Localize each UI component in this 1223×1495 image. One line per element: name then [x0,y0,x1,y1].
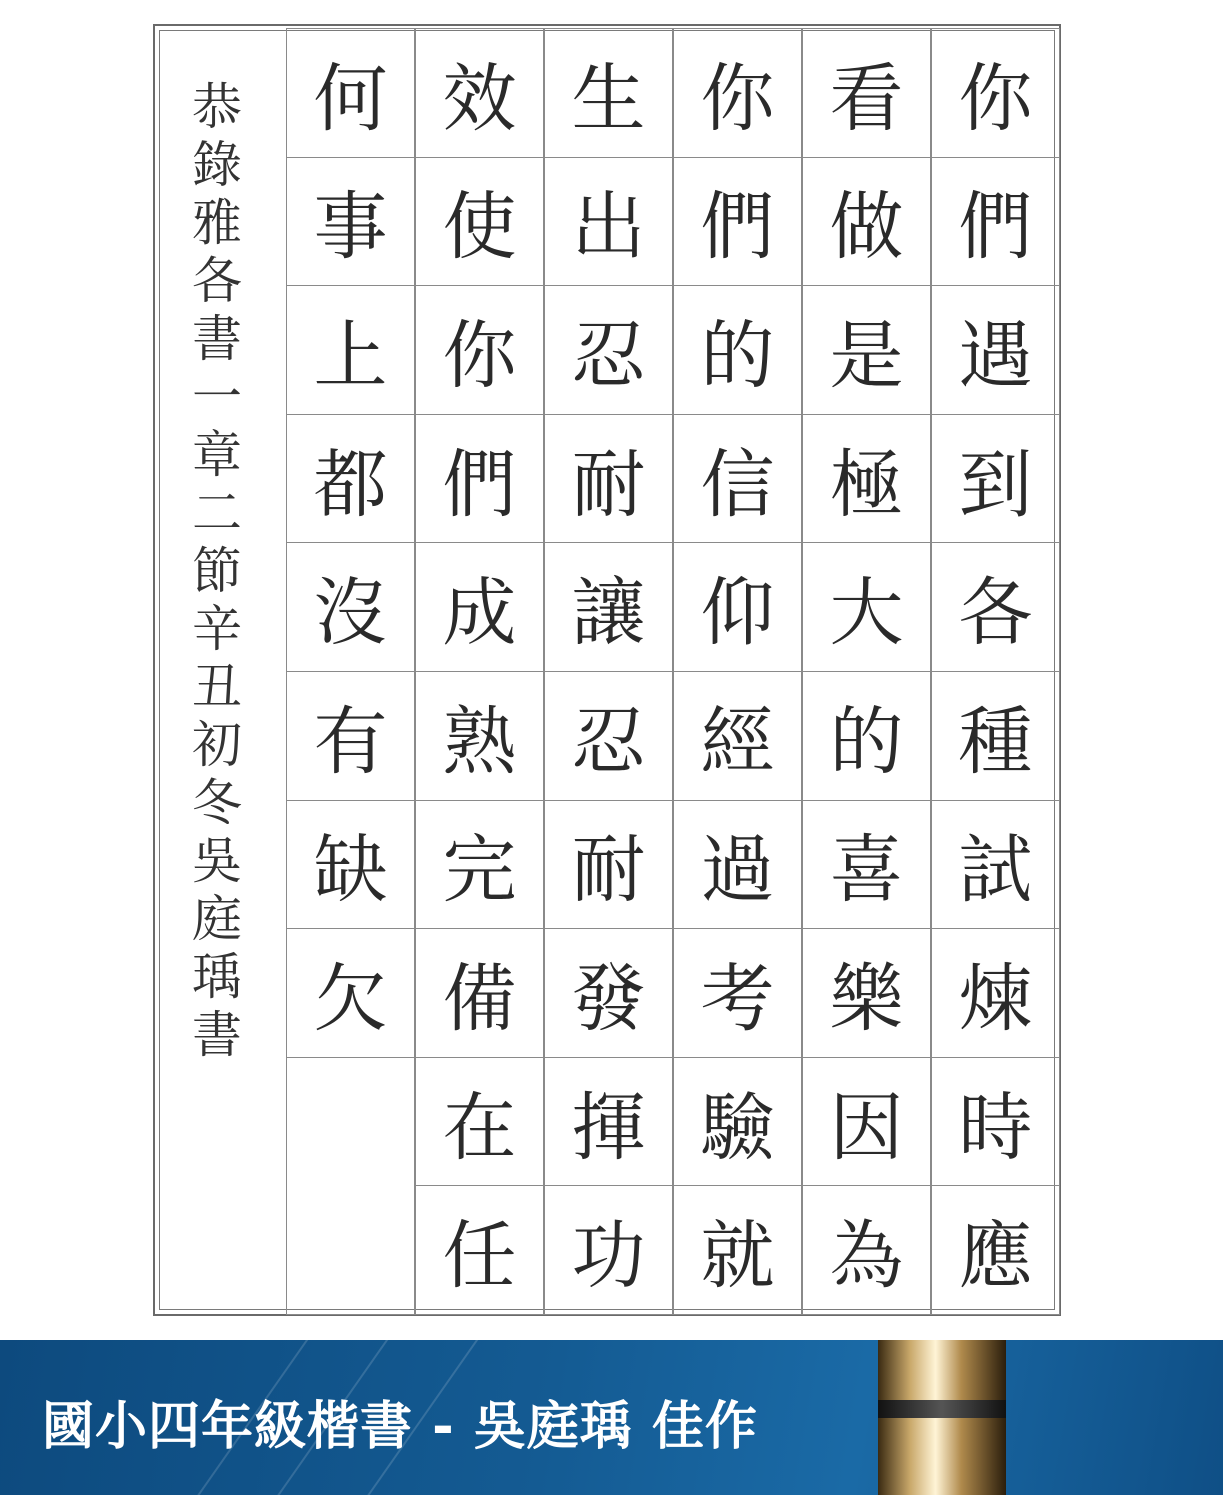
signature-char: 初 [192,716,242,774]
grid-cell: 大 [802,542,931,672]
signature-char: 章 [192,426,242,484]
grid-cell: 任 [415,1185,544,1315]
grid-cell: 沒 [286,542,415,672]
grid-cell: 使 [415,157,544,287]
signature-char: 一 [192,368,242,426]
grid-cell: 你 [415,285,544,415]
grid-column [286,28,415,1314]
grid-cell: 你 [931,28,1060,158]
grid-cell: 煉 [931,928,1060,1058]
grid-cell: 備 [415,928,544,1058]
signature-char: 冬 [192,774,242,832]
signature-char: 節 [192,542,242,600]
signature-char: 庭 [192,890,242,948]
signature-char: 辛 [192,600,242,658]
grid-cell: 種 [931,671,1060,801]
banner-title: 國小四年級楷書 - 吳庭瑀 佳作 [42,1397,758,1457]
grid-cell: 有 [286,671,415,801]
signature-char: 二 [192,484,242,542]
grid-cell: 就 [673,1185,802,1315]
grid-cell: 應 [931,1185,1060,1315]
grid-cell: 熟 [415,671,544,801]
grid-cell: 極 [802,414,931,544]
grid-cell: 信 [673,414,802,544]
grid-cell: 揮 [544,1057,673,1187]
grid-cell: 讓 [544,542,673,672]
grid-cell: 遇 [931,285,1060,415]
grid-cell: 你 [673,28,802,158]
grid-cell: 是 [802,285,931,415]
grid-cell: 驗 [673,1057,802,1187]
signature-char: 恭 [192,78,242,136]
grid-cell: 喜 [802,800,931,930]
grid-cell: 事 [286,157,415,287]
grid-cell: 因 [802,1057,931,1187]
grid-cell: 到 [931,414,1060,544]
grid-cell: 各 [931,542,1060,672]
grid-cell: 功 [544,1185,673,1315]
grid-cell: 欠 [286,928,415,1058]
grid-cell: 考 [673,928,802,1058]
grid-cell: 發 [544,928,673,1058]
grid-cell: 上 [286,285,415,415]
grid-cell: 們 [415,414,544,544]
grid-cell: 看 [802,28,931,158]
grid-cell: 忍 [544,671,673,801]
grid-blank-cell [286,1057,415,1315]
grid-cell: 們 [931,157,1060,287]
pen-nib-icon [870,1340,1020,1495]
grid-column [802,28,931,1314]
grid-cell: 忍 [544,285,673,415]
grid-column [415,28,544,1314]
signature-char: 各 [192,252,242,310]
grid-cell: 過 [673,800,802,930]
signature-char: 書 [192,1006,242,1064]
grid-cell: 樂 [802,928,931,1058]
grid-cell: 耐 [544,800,673,930]
grid-cell: 出 [544,157,673,287]
grid-cell: 仰 [673,542,802,672]
grid-cell: 的 [802,671,931,801]
grid-column [544,28,673,1314]
grid-column [931,28,1060,1314]
grid-cell: 的 [673,285,802,415]
grid-cell: 在 [415,1057,544,1187]
character-grid [286,28,1059,1314]
signature-char: 吳 [192,832,242,890]
grid-cell: 做 [802,157,931,287]
grid-cell: 都 [286,414,415,544]
signature-char: 雅 [192,194,242,252]
grid-cell: 們 [673,157,802,287]
grid-cell: 時 [931,1057,1060,1187]
signature-char: 錄 [192,136,242,194]
grid-cell: 效 [415,28,544,158]
grid-cell: 生 [544,28,673,158]
grid-column [673,28,802,1314]
signature-column [162,78,272,1098]
grid-cell: 何 [286,28,415,158]
grid-cell: 為 [802,1185,931,1315]
signature-char: 丑 [192,658,242,716]
signature-char: 瑀 [192,948,242,1006]
grid-cell: 成 [415,542,544,672]
signature-char: 書 [192,310,242,368]
grid-cell: 缺 [286,800,415,930]
grid-cell: 試 [931,800,1060,930]
grid-cell: 經 [673,671,802,801]
title-banner [0,1340,1223,1495]
grid-cell: 完 [415,800,544,930]
grid-cell: 耐 [544,414,673,544]
